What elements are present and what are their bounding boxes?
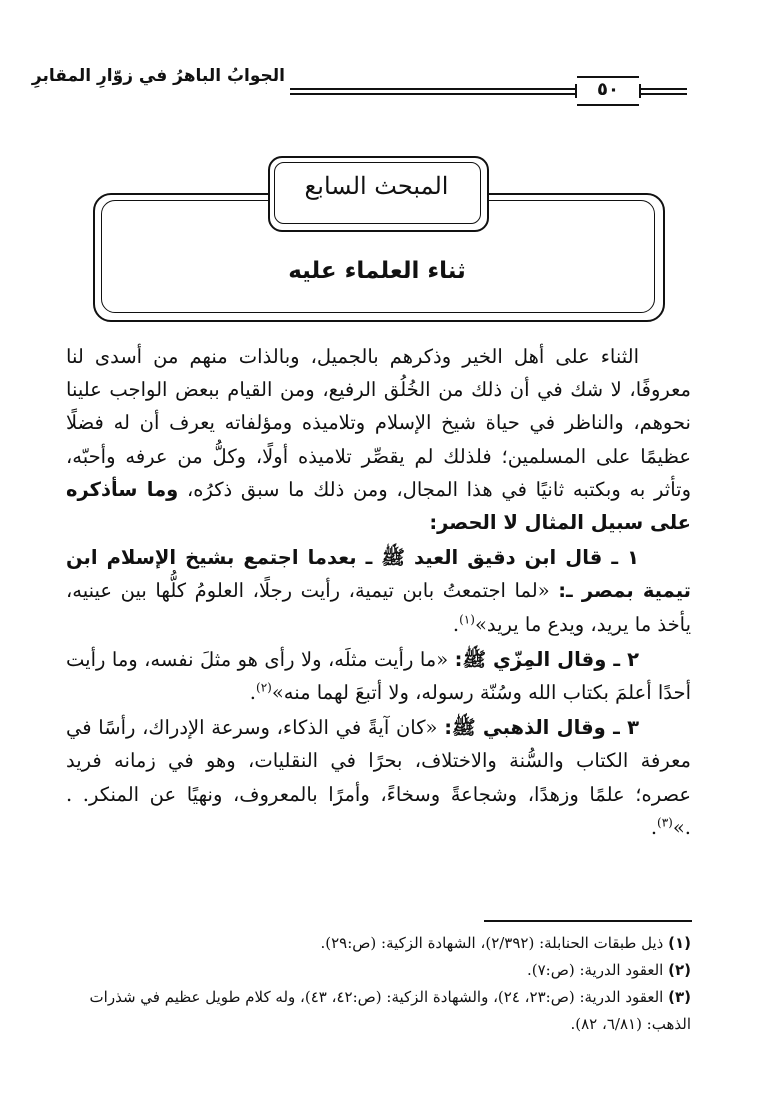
page-number-box [577, 76, 639, 106]
quote-3-lead: ٣ ـ وقال الذهبي ﷺ: [444, 716, 639, 740]
footnote-2-text: العقود الدرية: (ص:٧). [526, 961, 664, 979]
page-number: ٥٠ [597, 79, 619, 100]
quote-1-lead: ١ ـ قال ابن دقيق العيد ﷺ ـ بعدما اجتمع بشيخ الإسلام ابن تيمية بمصر ـ: [66, 546, 691, 603]
quote-2-text: «ما رأيت مثلَه، ولا رأى هو مثلَ نفسه، وما رأيت أحدًا أعلمَ بكتاب الله وسُنّة رسوله، ولا أتبعَ لهما منه» [66, 647, 691, 705]
footnote-1-text: ذيل طبقات الحنابلة: (٢/٣٩٢)، الشهادة الزكية: (ص:٢٩). [320, 934, 664, 952]
quote-2-lead: ٢ ـ وقال المِزّي ﷺ: [454, 647, 639, 671]
footnote-ref-1: (١) [459, 612, 475, 627]
footnote-3 [66, 984, 691, 1038]
intro-paragraph [66, 340, 691, 539]
section-label: المبحث السابع [304, 172, 449, 200]
footnote-ref-2: (٢) [256, 680, 272, 695]
body-text [66, 340, 691, 844]
quote-3-text: «كان آيةً في الذكاء، وسرعة الإدراك، رأسًا في معرفة الكتاب والسُّنة والاختلاف، بحرًا في النقليات، وهو في زمانه فريد عصره؛ علمًا وزهدًا، وشجاعةً وسخاءً، وأمرًا بالمعروف، ونهيًا عن المنكر. . .» [66, 716, 691, 839]
section-title: ثناء العلماء عليه [288, 258, 466, 284]
footnotes [66, 930, 691, 1038]
footnote-2-number: (٢) [668, 961, 691, 979]
header-rule-right [641, 88, 687, 90]
footnote-3-text: العقود الدرية: (ص:٢٣، ٢٤)، والشهادة الزكية: (ص:٤٢، ٤٣)، وله كلام طويل عظيم في شذرات الذهب: (٦/٨١، ٨٢). [89, 988, 691, 1033]
intro-text: الثناء على أهل الخير وذكرهم بالجميل، وبالذات منهم من أسدى لنا معروفًا، لا شك في أن ذلك من الخُلُق الرفيع، ومن القيام ببعض الواجب علينا نحوهم، والناظر في حياة شيخ الإسلام وتلاميذه ومؤلفاته يعرف أن له فضلًا عظيمًا على المسلمين؛ فلذلك لم يقصِّر تلاميذه أولًا، وكلُّ من عرفه وأحبّه، وتأثر به وبكتبه ثانيًا في هذا المجال، ومن ذلك ما سبق ذكرُه، [66, 345, 691, 501]
quote-1-text: «لما اجتمعتُ بابن تيمية، رأيت رجلًا، العلومُ كلُّها بين عينيه، يأخذ ما يريد، ويدع ما يريد» [66, 579, 691, 636]
intro-bold-text: وما سأذكره على سبيل المثال لا الحصر: [66, 477, 691, 535]
footnote-ref-3: (٣) [657, 815, 673, 830]
header-rule-left [290, 88, 575, 90]
footnote-1-number: (١) [668, 934, 691, 952]
running-header-title: الجوابُ الباهرُ في زوّارِ المقابرِ [31, 66, 285, 86]
footnote-1 [66, 930, 691, 957]
quote-3: ٣ ـ وقال الذهبي ﷺ: «كان آيةً في الذكاء، وسرعة الإدراك، رأسًا في معرفة الكتاب والسُّنة والاختلاف، بحرًا في النقليات، وهو في زمانه فريد عصره؛ علمًا وزهدًا، وشجاعةً وسخاءً، وأمرًا بالمعروف، ونهيًا عن المنكر. . .»$^{(٣)}$. [66, 716, 691, 839]
header-rule-left-2 [290, 93, 575, 95]
quote-2: ٢ ـ وقال المِزّي ﷺ: «ما رأيت مثلَه، ولا رأى هو مثلَ نفسه، وما رأيت أحدًا أعلمَ بكتاب الله وسُنّة رسوله، ولا أتبعَ لهما منه»$^{(٢)}$. [66, 647, 691, 705]
footnote-3-number: (٣) [668, 988, 691, 1006]
quote-1: ١ ـ قال ابن دقيق العيد ﷺ ـ بعدما اجتمع بشيخ الإسلام ابن تيمية بمصر ـ: «لما اجتمعتُ بابن تيمية، رأيت رجلًا، العلومُ كلُّها بين عينيه، يأخذ ما يريد، ويدع ما يريد»$^{(١)}$. [66, 546, 691, 636]
footnote-2 [66, 957, 691, 984]
footnote-separator [484, 920, 692, 922]
header-rule-right-2 [641, 93, 687, 95]
